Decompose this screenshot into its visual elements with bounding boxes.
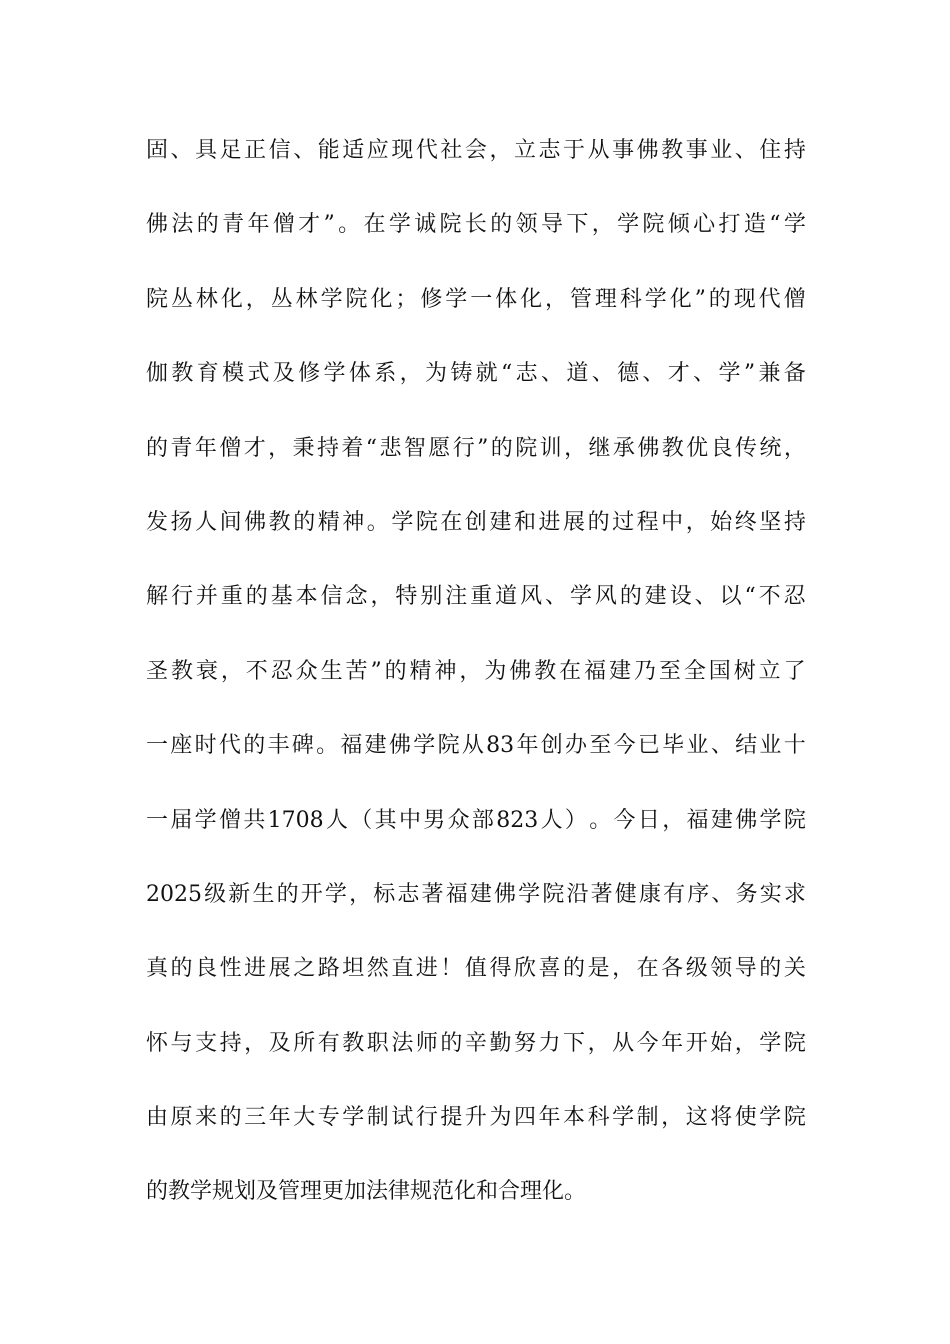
text-line: 解 行 并 重 的 基 本 信 念 ， 特 别 注 重 道 风 、 学 风 的 建 设 、 以 “ 不 忍 [146, 584, 806, 610]
text-line: 圣 教 衰 ， 不 忍 众 生 苦 ” 的 精 神 ， 为 佛 教 在 福 建 乃 至 全 国 树 立 了 [146, 658, 806, 684]
text-line: 一 座 时 代 的 丰 碑 。 福 建 佛 学 院 从 83 年 创 办 至 今 已 毕 业 、 结 业 十 [146, 733, 806, 759]
text-line: 怀 与 支 持 ， 及 所 有 教 职 法 师 的 辛 勤 努 力 下 ， 从 今 年 开 始 ， 学 院 [146, 1030, 806, 1056]
text-line: 佛 法 的 青 年 僧 才 ” 。 在 学 诚 院 长 的 领 导 下 ， 学 院 倾 心 打 造 “ 学 [146, 212, 806, 238]
text-line: 的 青 年 僧 才 ， 秉 持 着 “ 悲 智 愿 行 ” 的 院 训 ， 继 承 佛 教 优 良 传 统 ， [146, 435, 806, 461]
text-line: 的教学规划及管理更加法律规范化和合理化。 [146, 1179, 587, 1205]
text-line: 发 扬 人 间 佛 教 的 精 神 。 学 院 在 创 建 和 进 展 的 过 程 中 ， 始 终 坚 持 [146, 509, 806, 535]
text-line: 真 的 良 性 进 展 之 路 坦 然 直 进 ！ 值 得 欣 喜 的 是 ， 在 各 级 领 导 的 关 [146, 956, 806, 982]
text-line: 由 原 来 的 三 年 大 专 学 制 试 行 提 升 为 四 年 本 科 学 制 ， 这 将 使 学 院 [146, 1105, 806, 1131]
text-line: 伽 教 育 模 式 及 修 学 体 系 ， 为 铸 就 “ 志 、 道 、 德 、 才 、 学 ” 兼 备 [146, 361, 806, 387]
body-text [146, 128, 806, 1244]
text-line: 固 、 具 足 正 信 、 能 适 应 现 代 社 会 ， 立 志 于 从 事 佛 教 事 业 、 住 持 [146, 138, 806, 163]
text-line: 院 丛 林 化 ， 丛 林 学 院 化 ； 修 学 一 体 化 ， 管 理 科 学 化 ” 的 现 代 僧 [146, 286, 806, 312]
text-line: 一 届 学 僧 共 1708 人 （ 其 中 男 众 部 823 人 ） 。 今 日 ， 福 建 佛 学 院 [146, 807, 806, 833]
text-line: 2025 级 新 生 的 开 学 ， 标 志 著 福 建 佛 学 院 沿 著 健 康 有 序 、 务 实 求 [146, 881, 806, 907]
